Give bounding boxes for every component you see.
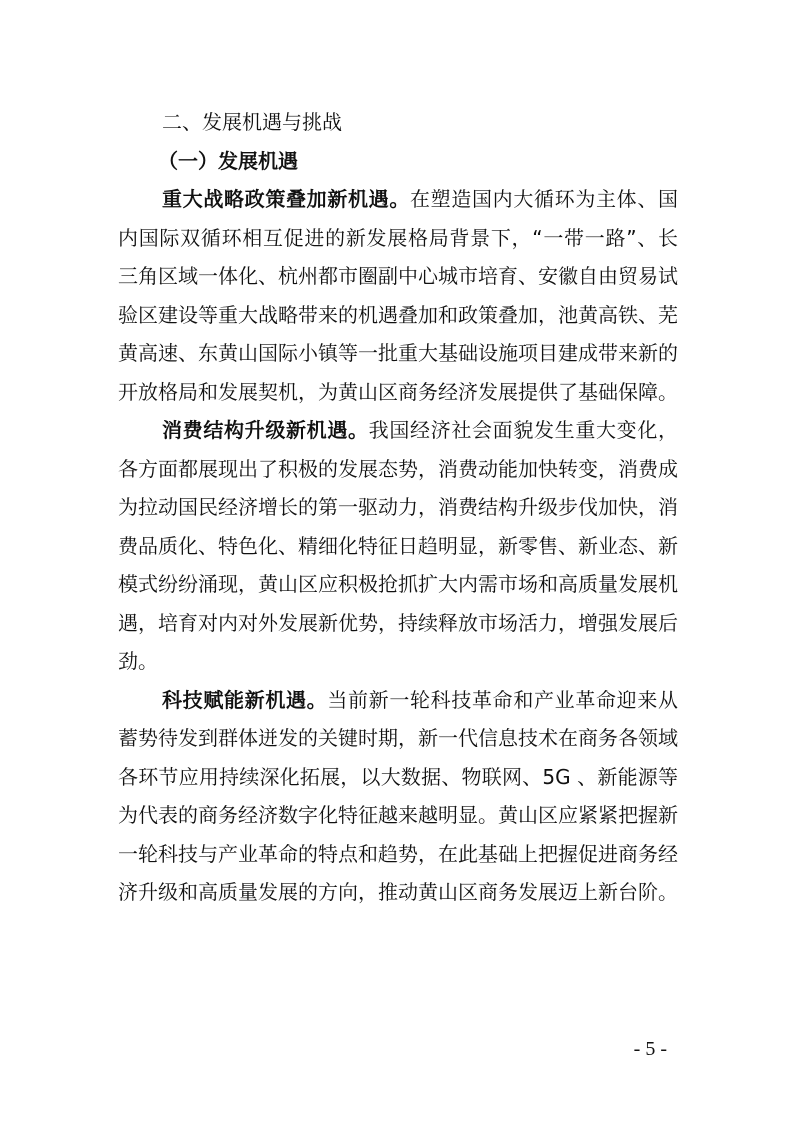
paragraph-lead: 科技赋能新机遇。 xyxy=(162,687,328,712)
subsection-heading: （一）发展机遇 xyxy=(158,148,298,173)
paragraph-text: 在塑造国内大循环为主体、国内国际双循环相互促进的新发展格局背景下，“一带一路”、长三角区域一体化、杭州都市圈副中心城市培育、安徽自由贸易试验区建设等重大战略带来的机遇叠加和政策叠加，池黄高铁、芜黄高速、东黄山国际小镇等一批重大基础设施项目建成带来新的开放格局和发展契机，为黄山区商务经济发展提供了基础保障。 xyxy=(118,187,678,404)
paragraph-strategy xyxy=(118,180,678,411)
paragraph-lead: 消费结构升级新机遇。 xyxy=(162,418,369,442)
paragraph-technology xyxy=(118,681,678,912)
paragraph-consumption xyxy=(118,411,678,681)
section-heading: 二、发展机遇与挑战 xyxy=(162,110,342,134)
paragraph-text: 当前新一轮科技革命和产业革命迎来从蓄势待发到群体迸发的关键时期，新一代信息技术在商务各领域各环节应用持续深化拓展，以大数据、物联网、5G 、新能源等为代表的商务经济数字化特征越来越明显。黄山区应紧紧把握新一轮科技与产业革命的特点和趋势，在此基础上把握促进商务经济升级和高质量发展的方向，推动黄山区商务发展迈上新台阶。 xyxy=(118,687,679,904)
paragraph-text: 我国经济社会面貌发生重大变化，各方面都展现出了积极的发展态势，消费动能加快转变，消费成为拉动国民经济增长的第一驱动力，消费结构升级步伐加快，消费品质化、特色化、精细化特征日趋明显，新零售、新业态、新模式纷纷涌现，黄山区应积极抢抓扩大内需市场和高质量发展机遇，培育对内对外发展新优势，持续释放市场活力，增强发展后劲。 xyxy=(118,418,679,673)
page-number: - 5 - xyxy=(633,1038,667,1060)
document-body xyxy=(118,103,678,912)
paragraph-lead: 重大战略政策叠加新机遇。 xyxy=(162,187,410,211)
